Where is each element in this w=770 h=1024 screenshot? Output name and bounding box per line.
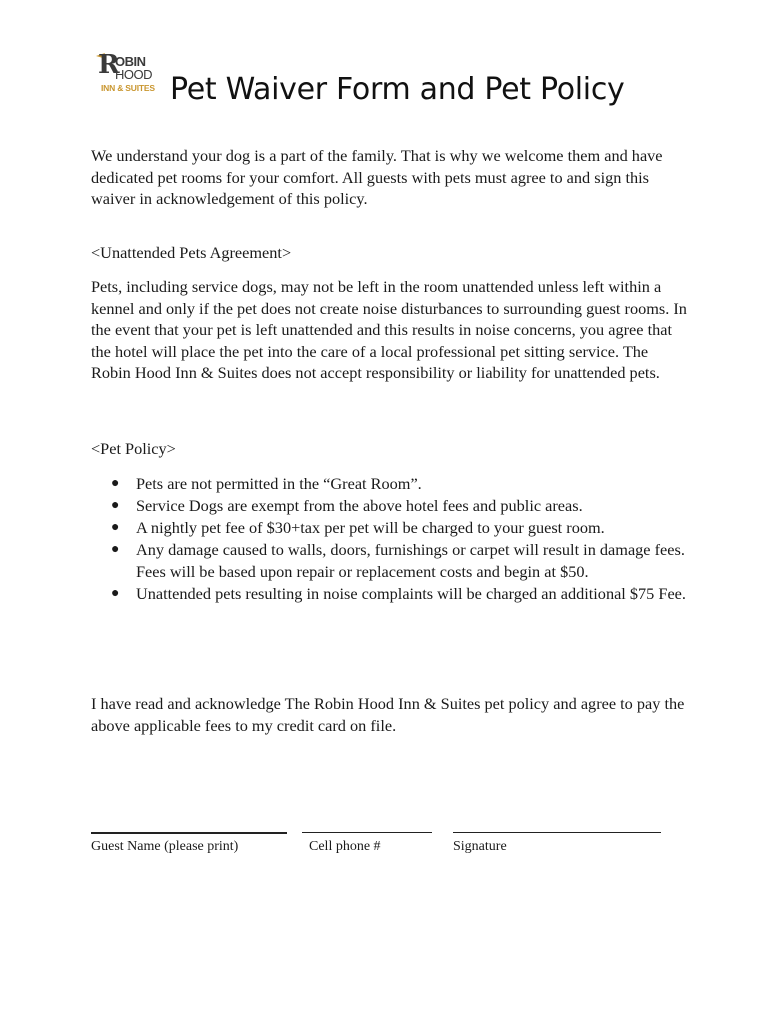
list-item — [91, 539, 691, 582]
unattended-pets-paragraph: Pets, including service dogs, may not be left in the room unattended unless left within a kennel and only if the pet does not create noise disturbances to surrounding guest rooms. In the event that your pet is left unattended and this results in noise concerns, you agree that the hotel will place the pet into the care of a local professional pet sitting service. The Robin Hood Inn & Suites does not accept responsibility or liability for unattended pets. — [91, 277, 687, 382]
bullet-icon: ● — [111, 476, 120, 491]
list-item — [91, 495, 691, 517]
policy-item-text: Pets are not permitted in the “Great Room”. — [136, 474, 422, 493]
signature-line[interactable] — [453, 832, 661, 833]
policy-item-text: Any damage caused to walls, doors, furnishings or carpet will result in damage fees. Fees will be based upon repair or replacement costs and begin at $50. — [136, 540, 685, 581]
logo-letter-r: R — [98, 50, 120, 80]
robin-hood-logo — [95, 52, 155, 98]
page-title: Pet Waiver Form and Pet Policy — [170, 72, 625, 107]
bullet-icon: ● — [111, 498, 120, 513]
intro-paragraph: We understand your dog is a part of the family. That is why we welcome them and have dedicated pet rooms for your comfort. All guests with pets must agree to and sign this waiver in acknowledgement of this policy. — [91, 146, 663, 208]
signature-label: Signature — [453, 839, 507, 854]
bullet-icon: ● — [111, 520, 120, 535]
guest-name-line[interactable] — [91, 832, 287, 834]
cell-phone-line[interactable] — [302, 832, 432, 833]
pet-policy-heading: <Pet Policy> — [91, 439, 176, 458]
policy-item-text: A nightly pet fee of $30+tax per pet will be charged to your guest room. — [136, 518, 605, 537]
logo-wordmark — [95, 52, 155, 98]
guest-name-label: Guest Name (please print) — [91, 839, 239, 854]
logo-inn-suites: INN & SUITES — [101, 83, 155, 93]
list-item — [91, 473, 691, 495]
policy-item-text: Service Dogs are exempt from the above hotel fees and public areas. — [136, 496, 583, 515]
pet-policy-list — [91, 473, 691, 605]
acknowledgement-paragraph: I have read and acknowledge The Robin Hood Inn & Suites pet policy and agree to pay the above applicable fees to my credit card on file. — [91, 694, 685, 735]
logo-hood: HOOD — [115, 67, 152, 82]
unattended-pets-heading: <Unattended Pets Agreement> — [91, 243, 292, 262]
list-item — [91, 517, 691, 539]
bullet-icon: ● — [111, 585, 120, 601]
cell-phone-label: Cell phone # — [309, 839, 381, 854]
bullet-icon: ● — [111, 542, 120, 557]
list-item — [91, 583, 691, 605]
policy-item-text: Unattended pets resulting in noise complaints will be charged an additional $75 Fee. — [136, 583, 686, 603]
logo-obin: OBIN — [115, 54, 146, 69]
